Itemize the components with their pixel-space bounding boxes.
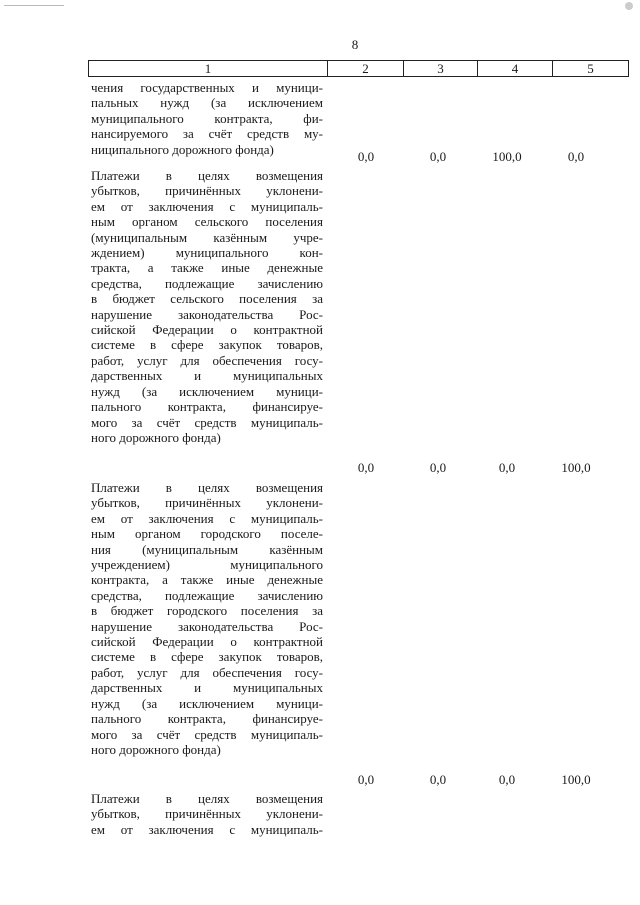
text-line: системе в сфере закупок товаров, [91,649,323,665]
text-line: ем от заключения с муниципаль- [91,821,323,837]
text-line: дарственных и муниципальных [91,680,323,696]
value-col-4: 0,0 [498,460,516,475]
text-line: контракта, а также иные денежные [91,572,323,588]
text-line: в бюджет сельского поселения за [91,291,323,307]
text-line: пальных нужд (за исключением [91,95,323,111]
text-line: убытков, причинённых уклонени- [91,806,323,822]
row-1-values [330,149,629,165]
text-line: пального контракта, финансируе- [91,399,323,415]
value-col-5: 100,0 [561,460,591,475]
text-line: пального контракта, финансируе- [91,711,323,727]
value-col-3: 0,0 [429,460,447,475]
header-col-5: 5 [552,61,628,76]
text-line: системе в сфере закупок товаров, [91,337,323,353]
text-line: убытков, причинённых уклонени- [91,495,323,511]
page-number: 8 [351,37,359,52]
value-col-5: 0,0 [567,149,585,164]
header-col-4: 4 [477,61,552,76]
value-col-2: 0,0 [357,149,375,164]
text-line: мого за счёт средств муниципаль- [91,414,323,430]
text-line: ждением) муниципального кон- [91,245,323,261]
text-line: ного дорожного фонда) [91,741,221,757]
text-line: учреждением) муниципального [91,557,323,573]
text-line: (муниципальным казённым учре- [91,229,323,245]
value-col-2: 0,0 [357,772,375,787]
value-col-3: 0,0 [429,149,447,164]
text-line: Платежи в целях возмещения [91,791,323,806]
text-line: Платежи в целях возмещения [91,480,323,495]
text-line: нарушение законодательства Рос- [91,306,323,322]
value-col-2: 0,0 [357,460,375,475]
text-line: сийской Федерации о контрактной [91,322,323,338]
text-line: ным органом сельского поселения [91,214,323,230]
text-line: средства, подлежащие зачислению [91,275,323,291]
text-line: мого за счёт средств муниципаль- [91,726,323,742]
header-col-1: 1 [204,60,212,76]
value-col-3: 0,0 [429,772,447,787]
text-line: ния (муниципальным казённым [91,541,323,557]
text-line: Платежи в целях возмещения [91,168,323,183]
scan-artifact-top [4,5,64,6]
row-3-values [330,772,629,788]
text-line: дарственных и муниципальных [91,368,323,384]
text-line: средства, подлежащие зачислению [91,587,323,603]
row-1-description [91,80,323,157]
text-line: муниципального контракта, фи- [91,110,323,126]
row-2-description [91,168,323,445]
value-col-5: 100,0 [561,772,591,787]
table-header-row [88,60,629,77]
text-line: ем от заключения с муниципаль- [91,198,323,214]
text-line: тракта, а также иные денежные [91,260,323,276]
header-col-2: 2 [327,61,403,76]
text-line: чения государственных и муници- [91,80,323,95]
value-col-4: 100,0 [492,149,522,164]
text-line: нужд (за исключением муници- [91,695,323,711]
text-line: нарушение законодательства Рос- [91,618,323,634]
text-line: нужд (за исключением муници- [91,383,323,399]
text-line: ниципального дорожного фонда) [91,141,274,157]
text-line: ем от заключения с муниципаль- [91,510,323,526]
text-line: сийской Федерации о контрактной [91,634,323,650]
value-col-4: 0,0 [498,772,516,787]
text-line: ным органом городского поселе- [91,526,323,542]
header-col-3: 3 [403,61,477,76]
text-line: нансируемого за счёт средств му- [91,126,323,142]
text-line: работ, услуг для обеспечения госу- [91,664,323,680]
row-2-values [330,460,629,476]
text-line: убытков, причинённых уклонени- [91,183,323,199]
row-3-description [91,480,323,757]
text-line: ного дорожного фонда) [91,429,221,445]
text-line: работ, услуг для обеспечения госу- [91,352,323,368]
row-4-description [91,791,323,837]
text-line: в бюджет городского поселения за [91,603,323,619]
scan-artifact-corner [625,2,633,10]
